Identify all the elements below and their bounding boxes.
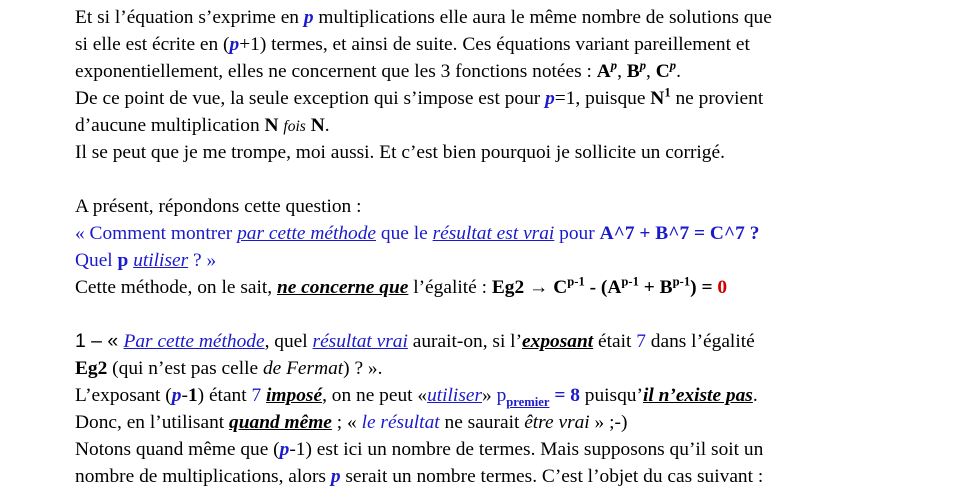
spacer xyxy=(75,166,955,193)
text: , on ne peut « xyxy=(322,385,428,406)
text: exponentiellement, elles ne concernent que les 3 fonctions notées : xyxy=(75,61,597,82)
word-utiliser: utiliser xyxy=(427,385,483,406)
func-n: N xyxy=(650,88,665,109)
p3-line-5 xyxy=(75,436,955,463)
exp: p-1 xyxy=(672,274,691,289)
var-p: p xyxy=(330,466,341,487)
item-number: 1 – « xyxy=(75,330,124,352)
var-p: p xyxy=(171,385,182,406)
text: nombre de multiplications, alors xyxy=(75,466,331,487)
label-eg2: Eg2 xyxy=(75,358,108,379)
p1-line-6: Il se peut que je me trompe, moi aussi. Et c’est bien pourquoi je sollicite un corrigé. xyxy=(75,142,725,163)
exp: p xyxy=(669,58,677,73)
phrase-par-cette-methode: Par cette méthode xyxy=(123,331,265,352)
text: si elle est écrite en ( xyxy=(75,34,230,55)
formula: + B xyxy=(638,277,673,298)
document-body xyxy=(75,4,955,490)
p3-line-3 xyxy=(75,382,955,409)
var-p: p xyxy=(496,385,507,406)
text: » xyxy=(482,385,497,406)
number-1: 1 xyxy=(187,385,198,406)
text: . xyxy=(752,385,758,406)
word-fois: fois xyxy=(283,118,306,135)
text: , quel xyxy=(264,331,313,352)
phrase-ne-concerne-que: ne concerne que xyxy=(276,277,409,298)
p2-line-4 xyxy=(75,274,955,301)
p3-line-2 xyxy=(75,355,955,382)
p2-line-1: A présent, répondons cette question : xyxy=(75,196,362,217)
exp: p xyxy=(639,58,647,73)
exp: p-1 xyxy=(567,274,585,289)
text: Donc, en l’utilisant xyxy=(75,412,230,433)
text: ; « xyxy=(331,412,362,433)
phrase-il-nexiste-pas: il n’existe pas xyxy=(642,385,753,406)
text: ne provient xyxy=(670,88,764,109)
p2-line-2 xyxy=(75,220,955,247)
word-impose: imposé xyxy=(266,385,323,406)
exp: p xyxy=(610,58,618,73)
text: . xyxy=(324,115,330,136)
label-eg2: Eg2 xyxy=(491,277,525,298)
text: Cette méthode, on le sait, xyxy=(75,277,277,298)
text: « Comment montrer xyxy=(75,223,238,244)
p1-line-1 xyxy=(75,4,955,31)
text: (qui n’est pas celle xyxy=(107,358,263,379)
text: aurait-on, si l’ xyxy=(407,331,523,352)
text: De ce point de vue, la seule exception qui s’impose est pour xyxy=(75,88,546,109)
var-p: p xyxy=(229,34,240,55)
text: Notons quand même que ( xyxy=(75,439,280,460)
p1-line-5 xyxy=(75,112,955,139)
text: -1) est ici un nombre de termes. Mais supposons qu’il soit un xyxy=(289,439,764,460)
text: +1) termes, et ainsi de suite. Ces équations variant pareillement et xyxy=(239,34,750,55)
p1-line-3 xyxy=(75,58,955,85)
exp: 1 xyxy=(664,85,671,100)
text: ) ? ». xyxy=(343,358,383,379)
phrase-resultat-vrai: résultat vrai xyxy=(312,331,408,352)
phrase-le-resultat: le résultat xyxy=(361,412,440,433)
text: ? » xyxy=(188,250,217,271)
text: » ;-) xyxy=(589,412,628,433)
text: Et si l’équation s’exprime en xyxy=(75,7,304,28)
text: L’exposant ( xyxy=(75,385,172,406)
text: Quel xyxy=(75,250,118,271)
formula: → C xyxy=(524,277,568,298)
text: =1, puisque xyxy=(554,88,651,109)
p1-line-4 xyxy=(75,85,955,112)
p3-line-4 xyxy=(75,409,955,436)
text: . xyxy=(676,61,681,82)
value-8: = 8 xyxy=(549,385,580,406)
text: ne saurait xyxy=(439,412,525,433)
text: serait un nombre termes. C’est l’objet du cas suivant : xyxy=(340,466,764,487)
func-b: B xyxy=(626,61,640,82)
text: ) étant xyxy=(197,385,252,406)
text: - xyxy=(181,385,188,406)
phrase-etre-vrai: être vrai xyxy=(524,412,590,433)
number-7: 7 xyxy=(251,385,262,406)
word-exposant: exposant xyxy=(522,331,594,352)
var-p: p xyxy=(117,250,129,271)
text: , xyxy=(646,61,656,82)
func-n: N xyxy=(310,115,325,136)
text: d’aucune multiplication xyxy=(75,115,265,136)
text: dans l’égalité xyxy=(645,331,755,352)
func-c: C xyxy=(655,61,670,82)
var-p: p xyxy=(279,439,290,460)
text: était xyxy=(593,331,637,352)
word-utiliser: utiliser xyxy=(133,250,189,271)
p2-line-3 xyxy=(75,247,955,274)
text: pour xyxy=(554,223,600,244)
p3-line-1 xyxy=(75,328,955,355)
phrase-resultat-est-vrai: résultat est vrai xyxy=(432,223,555,244)
number-7: 7 xyxy=(636,331,646,352)
formula: - (A xyxy=(584,277,622,298)
phrase-de-fermat: de Fermat xyxy=(262,358,344,379)
phrase-par-cette-methode: par cette méthode xyxy=(237,223,377,244)
p1-line-2 xyxy=(75,31,955,58)
text: , xyxy=(617,61,627,82)
equation: A^7 + B^7 = C^7 ? xyxy=(599,223,760,244)
func-n: N xyxy=(264,115,279,136)
func-a: A xyxy=(596,61,611,82)
var-p: p xyxy=(545,88,555,109)
zero: 0 xyxy=(717,277,728,298)
text: puisqu’ xyxy=(579,385,643,406)
text: l’égalité : xyxy=(408,277,492,298)
text: que le xyxy=(376,223,433,244)
formula: ) = xyxy=(690,277,718,298)
spacer xyxy=(75,301,955,328)
var-p: p xyxy=(303,7,314,28)
subscript-premier: premier xyxy=(506,394,550,409)
text: multiplications elle aura le même nombre de solutions que xyxy=(313,7,772,28)
p3-line-6 xyxy=(75,463,955,490)
exp: p-1 xyxy=(621,274,639,289)
phrase-quand-meme: quand même xyxy=(229,412,332,433)
